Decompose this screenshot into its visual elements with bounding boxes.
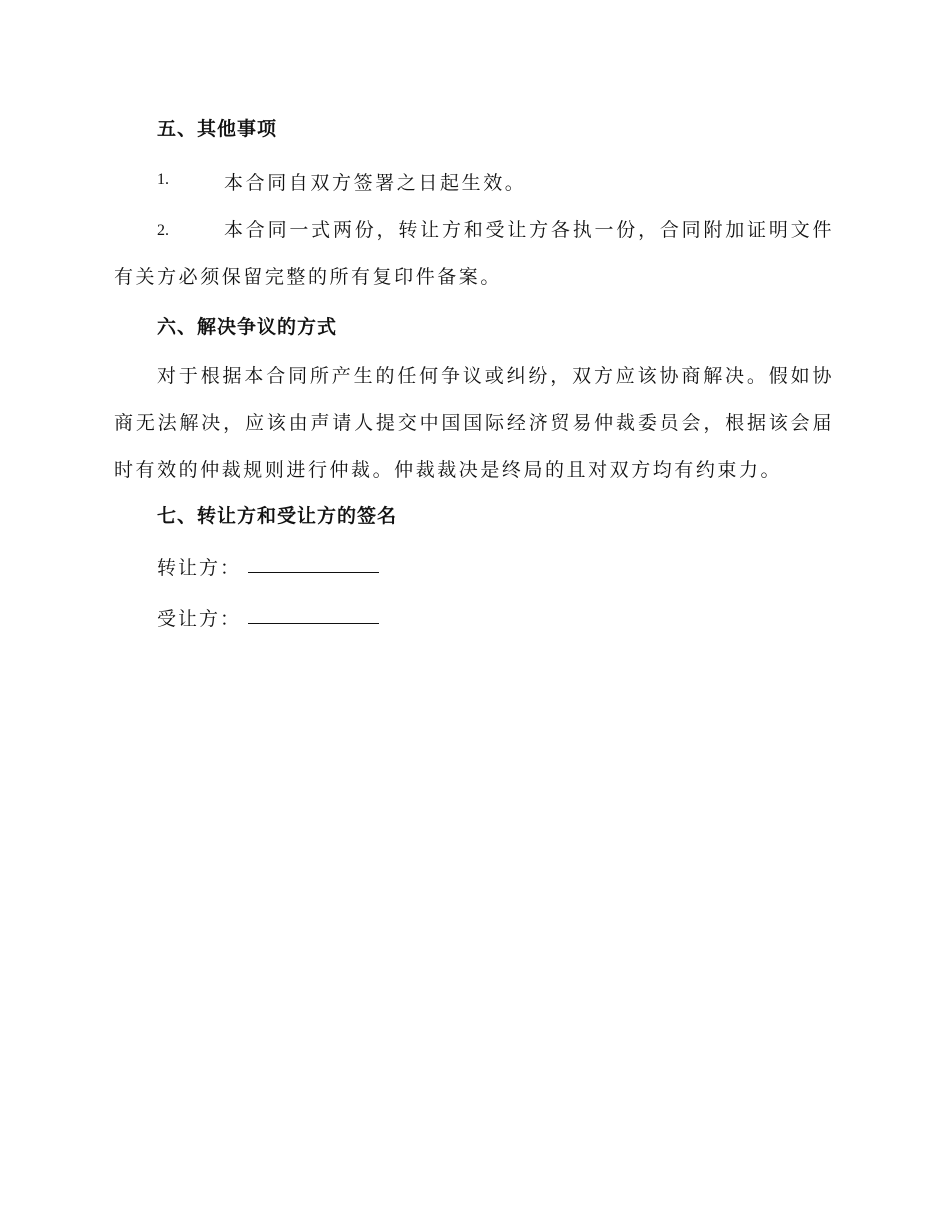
section-heading-dispute-resolution: 六、解决争议的方式	[157, 316, 338, 338]
signature-label-transferor: 转让方：	[157, 557, 242, 579]
signature-line-transferor[interactable]	[248, 572, 379, 573]
list-item-text: 本合同自双方签署之日起生效。	[224, 172, 527, 194]
signature-line-transferee[interactable]	[248, 623, 379, 624]
dispute-resolution-paragraph: 对于根据本合同所产生的任何争议或纠纷，双方应该协商解决。假如协商无法解决，应该由声请人提交中国国际经济贸易仲裁委员会，根据该会届时有效的仲裁规则进行仲裁。仲裁裁决是终局的且对双方均有约束力。	[114, 365, 834, 481]
list-item-number: 2.	[157, 222, 169, 239]
list-item-number: 1.	[157, 171, 169, 188]
signature-label-transferee: 受让方：	[157, 608, 242, 630]
list-item-text: 本合同一式两份，转让方和受让方各执一份，合同附加证明文件有关方必须保留完整的所有复印件备案。	[114, 219, 834, 288]
section-heading-other-matters: 五、其他事项	[157, 118, 278, 140]
section-heading-signatures: 七、转让方和受让方的签名	[157, 505, 398, 527]
